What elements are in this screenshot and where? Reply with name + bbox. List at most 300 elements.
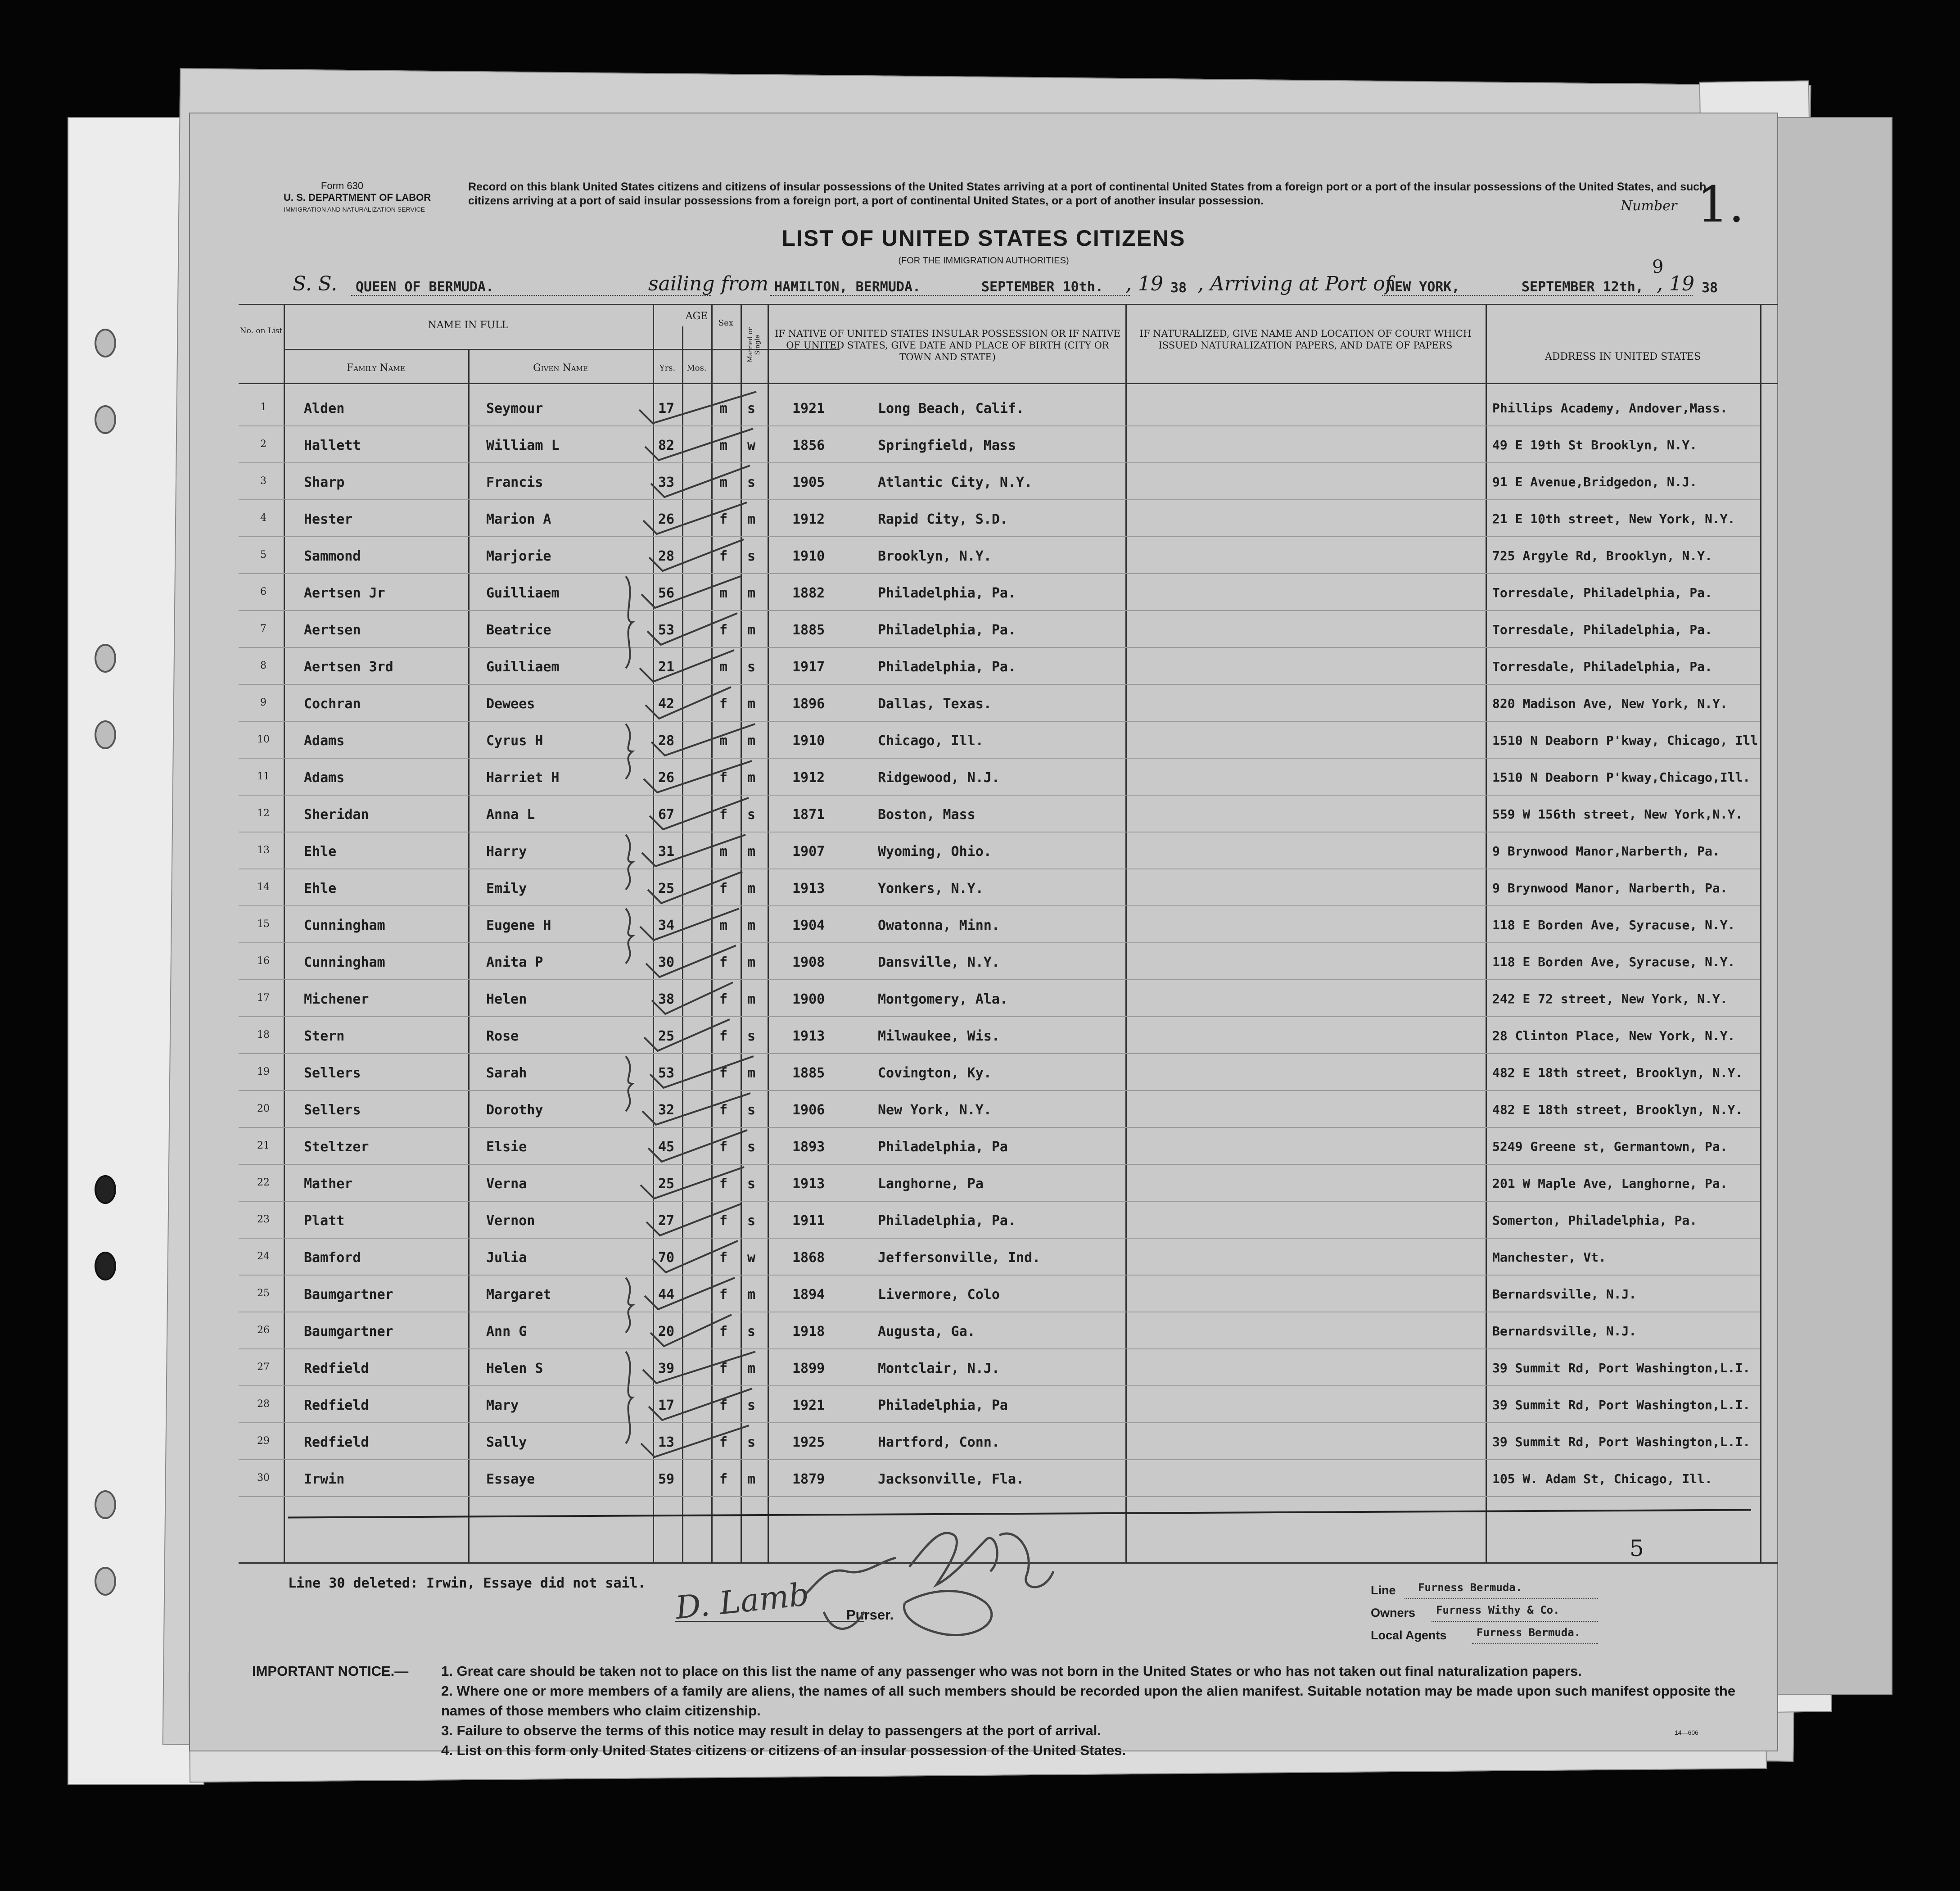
- cell-place: New York, N.Y.: [878, 1102, 992, 1118]
- row-number: 24: [257, 1251, 270, 1262]
- cell-age: 27: [658, 1213, 675, 1229]
- cell-age: 20: [658, 1324, 675, 1339]
- cell-given: Eugene H: [486, 918, 551, 933]
- cell-sex: f: [719, 1028, 728, 1044]
- punch-hole: [95, 644, 116, 673]
- header-age: AGE: [685, 311, 708, 322]
- family-bracket: [626, 835, 632, 890]
- cell-year: 1885: [792, 622, 825, 638]
- cell-address: Torresdale, Philadelphia, Pa.: [1492, 659, 1712, 674]
- cell-ms: w: [747, 1250, 756, 1266]
- page-mark: 5: [1630, 1535, 1644, 1561]
- cell-given: Anna L: [486, 807, 535, 823]
- cell-ms: s: [747, 1102, 756, 1118]
- cell-age: 82: [658, 438, 675, 453]
- row-rule: [239, 1201, 1760, 1202]
- cell-place: Langhorne, Pa: [878, 1176, 984, 1192]
- cell-place: Chicago, Ill.: [878, 733, 984, 749]
- ss-label: S. S.: [293, 272, 338, 295]
- owners-value: Furness Withy & Co.: [1436, 1604, 1560, 1616]
- cell-address: 28 Clinton Place, New York, N.Y.: [1492, 1028, 1735, 1043]
- cell-family: Hallett: [304, 438, 361, 453]
- row-number: 22: [257, 1177, 270, 1188]
- cell-sex: f: [719, 622, 728, 638]
- cell-given: Dewees: [486, 696, 535, 712]
- cell-age: 39: [658, 1361, 675, 1376]
- cell-sex: f: [719, 770, 728, 786]
- family-bracket: [626, 1352, 632, 1443]
- cell-year: 1912: [792, 770, 825, 786]
- owners-label: Owners: [1371, 1606, 1416, 1620]
- cell-family: Adams: [304, 770, 345, 786]
- cell-given: Helen: [486, 991, 527, 1007]
- cell-sex: m: [719, 918, 728, 933]
- cell-ms: m: [747, 733, 756, 749]
- cell-age: 31: [658, 844, 675, 860]
- checkmark: [639, 392, 756, 423]
- cell-family: Michener: [304, 991, 369, 1007]
- cell-ms: m: [747, 585, 756, 601]
- cell-place: Philadelphia, Pa.: [878, 622, 1016, 638]
- cell-place: Brooklyn, N.Y.: [878, 548, 992, 564]
- cell-sex: f: [719, 955, 728, 970]
- cell-address: 21 E 10th street, New York, N.Y.: [1492, 511, 1735, 526]
- cell-age: 17: [658, 1398, 675, 1413]
- row-rule: [239, 1275, 1760, 1276]
- cell-age: 33: [658, 475, 675, 490]
- purser-signature: D. Lamb: [673, 1575, 811, 1627]
- form-code: 14—606: [1675, 1729, 1698, 1736]
- cell-address: Phillips Academy, Andover,Mass.: [1492, 401, 1728, 416]
- row-number: 29: [257, 1435, 270, 1447]
- header-naturalized: IF NATURALIZED, GIVE NAME AND LOCATION OF COURT WHICH ISSUED NATURALIZATION PAPERS, AND DATE OF PAPERS: [1139, 328, 1472, 351]
- checkmark: [642, 1093, 750, 1125]
- cell-sex: f: [719, 1065, 728, 1081]
- cell-place: Philadelphia, Pa: [878, 1398, 1008, 1413]
- cell-family: Cochran: [304, 696, 361, 712]
- cell-family: Steltzer: [304, 1139, 369, 1155]
- cell-given: Mary: [486, 1398, 519, 1413]
- cell-age: 13: [658, 1434, 675, 1450]
- cell-ms: s: [747, 807, 756, 823]
- cell-family: Adams: [304, 733, 345, 749]
- cell-family: Bamford: [304, 1250, 361, 1266]
- deletion-note: Line 30 deleted: Irwin, Essaye did not sail.: [288, 1575, 646, 1591]
- cell-given: Beatrice: [486, 622, 551, 638]
- cell-ms: m: [747, 844, 756, 860]
- cell-address: 482 E 18th street, Brooklyn, N.Y.: [1492, 1065, 1743, 1080]
- punch-hole: [95, 405, 116, 434]
- cell-sex: f: [719, 1287, 728, 1303]
- cell-given: Harriet H: [486, 770, 560, 786]
- cell-ms: s: [747, 1028, 756, 1044]
- row-number: 4: [260, 512, 266, 524]
- checkmark: [648, 872, 742, 903]
- cell-age: 26: [658, 511, 675, 527]
- cell-given: Vernon: [486, 1213, 535, 1229]
- row-rule: [239, 1422, 1760, 1423]
- cell-address: 559 W 156th street, New York,N.Y.: [1492, 807, 1743, 822]
- cell-place: Atlantic City, N.Y.: [878, 475, 1033, 490]
- cell-sex: m: [719, 401, 728, 416]
- row-number: 19: [257, 1066, 270, 1077]
- checkmark: [645, 429, 756, 460]
- cell-place: Ridgewood, N.J.: [878, 770, 1000, 786]
- cell-place: Philadelphia, Pa: [878, 1139, 1008, 1155]
- cell-given: Cyrus H: [486, 733, 543, 749]
- cell-family: Platt: [304, 1213, 345, 1229]
- checkmark: [646, 946, 736, 977]
- cell-address: Bernardsville, N.J.: [1492, 1287, 1637, 1302]
- family-bracket: [626, 576, 632, 668]
- row-rule: [239, 499, 1760, 500]
- row-rule: [239, 979, 1760, 980]
- row-rule: [239, 795, 1760, 796]
- checkmark: [650, 798, 749, 829]
- cell-place: Dansville, N.Y.: [878, 955, 1000, 970]
- cell-year: 1910: [792, 548, 825, 564]
- row-number: 26: [257, 1325, 270, 1336]
- cell-age: 70: [658, 1250, 675, 1266]
- cell-family: Redfield: [304, 1398, 369, 1413]
- cell-given: Emily: [486, 881, 527, 896]
- header-no-on-list: No. on List: [239, 326, 283, 335]
- cell-sex: f: [719, 1250, 728, 1266]
- cell-sex: f: [719, 991, 728, 1007]
- family-bracket: [626, 724, 632, 779]
- row-number: 30: [257, 1472, 270, 1484]
- cell-sex: m: [719, 438, 728, 453]
- row-rule: [239, 1164, 1760, 1165]
- header-mos: Mos.: [686, 363, 707, 373]
- punch-hole: [95, 720, 116, 749]
- cell-age: 53: [658, 1065, 675, 1081]
- cell-sex: f: [719, 1176, 728, 1192]
- cell-address: 39 Summit Rd, Port Washington,L.I.: [1492, 1434, 1751, 1449]
- row-rule: [239, 1127, 1760, 1128]
- cell-year: 1918: [792, 1324, 825, 1339]
- cell-year: 1868: [792, 1250, 825, 1266]
- cell-place: Rapid City, S.D.: [878, 511, 1008, 527]
- cell-year: 1900: [792, 991, 825, 1007]
- family-bracket: [626, 909, 632, 964]
- year-prefix-2: , 19: [1657, 272, 1694, 295]
- cell-given: Helen S: [486, 1361, 543, 1376]
- cell-given: Julia: [486, 1250, 527, 1266]
- cell-age: 45: [658, 1139, 675, 1155]
- cell-year: 1921: [792, 401, 825, 416]
- row-rule: [239, 573, 1760, 574]
- cell-year: 1912: [792, 511, 825, 527]
- row-number: 16: [257, 955, 270, 967]
- row-rule: [239, 1496, 1760, 1497]
- cell-given: Sarah: [486, 1065, 527, 1081]
- cell-place: Montgomery, Ala.: [878, 991, 1008, 1007]
- cell-given: Sally: [486, 1434, 527, 1450]
- punch-hole: [95, 1490, 116, 1519]
- row-number: 6: [260, 586, 266, 597]
- cell-sex: m: [719, 475, 728, 490]
- punch-hole: [95, 1567, 116, 1596]
- cell-ms: s: [747, 659, 756, 675]
- cell-age: 26: [658, 770, 675, 786]
- notice-list: [441, 1661, 1747, 1760]
- cell-year: 1879: [792, 1471, 825, 1487]
- cell-given: Marjorie: [486, 548, 551, 564]
- department: U. S. DEPARTMENT OF LABOR: [284, 192, 431, 203]
- row-rule: [239, 1238, 1760, 1239]
- cell-family: Irwin: [304, 1471, 345, 1487]
- row-number: 20: [257, 1103, 270, 1114]
- pen-annotation: [792, 1499, 1062, 1648]
- cell-address: Manchester, Vt.: [1492, 1250, 1606, 1265]
- cell-address: 201 W Maple Ave, Langhorne, Pa.: [1492, 1176, 1728, 1191]
- cell-age: 44: [658, 1287, 675, 1303]
- checkmark: [642, 835, 745, 866]
- cell-place: Philadelphia, Pa.: [878, 1213, 1016, 1229]
- sailing-from: HAMILTON, BERMUDA.: [774, 279, 921, 295]
- cell-ms: s: [747, 1324, 756, 1339]
- row-rule: [239, 721, 1760, 722]
- cell-ms: s: [747, 1398, 756, 1413]
- checkmark: [650, 1056, 754, 1088]
- row-rule: [239, 647, 1760, 648]
- arriving-label: , Arriving at Port of: [1197, 272, 1392, 295]
- page-subtitle: (FOR THE IMMIGRATION AUTHORITIES): [898, 256, 1069, 266]
- cell-year: 1893: [792, 1139, 825, 1155]
- cell-given: Marion A: [486, 511, 551, 527]
- arrival-date: SEPTEMBER 12th,: [1522, 279, 1644, 295]
- cell-sex: f: [719, 1471, 728, 1487]
- page-title: LIST OF UNITED STATES CITIZENS: [781, 226, 1186, 251]
- cell-address: 9 Brynwood Manor,Narberth, Pa.: [1492, 844, 1720, 859]
- cell-place: Augusta, Ga.: [878, 1324, 975, 1339]
- header-given-name: Given Name: [533, 362, 588, 374]
- row-number: 2: [260, 439, 266, 450]
- cell-sex: f: [719, 1434, 728, 1450]
- cell-sex: m: [719, 659, 728, 675]
- cell-given: Margaret: [486, 1287, 551, 1303]
- cell-ms: w: [747, 438, 756, 453]
- row-number: 9: [260, 697, 266, 708]
- cell-ms: s: [747, 1176, 756, 1192]
- cell-address: 49 E 19th St Brooklyn, N.Y.: [1492, 438, 1698, 452]
- row-number: 23: [257, 1214, 270, 1225]
- cell-year: 1913: [792, 1176, 825, 1192]
- cell-sex: m: [719, 585, 728, 601]
- cell-sex: f: [719, 548, 728, 564]
- sailing-date: SEPTEMBER 10th.: [981, 279, 1103, 295]
- cell-address: 725 Argyle Rd, Brooklyn, N.Y.: [1492, 548, 1712, 563]
- cell-year: 1908: [792, 955, 825, 970]
- cell-address: 39 Summit Rd, Port Washington,L.I.: [1492, 1398, 1751, 1412]
- ship-name: QUEEN OF BERMUDA.: [356, 279, 494, 295]
- row-rule: [239, 1090, 1760, 1091]
- cell-family: Baumgartner: [304, 1324, 393, 1339]
- cell-year: 1917: [792, 659, 825, 675]
- cell-age: 17: [658, 401, 675, 416]
- cell-sex: f: [719, 1398, 728, 1413]
- cell-family: Aertsen Jr: [304, 585, 385, 601]
- cell-family: Mather: [304, 1176, 353, 1192]
- header-yrs: Yrs.: [659, 363, 676, 373]
- row-number: 17: [257, 992, 270, 1004]
- cell-family: Ehle: [304, 881, 337, 896]
- cell-family: Baumgartner: [304, 1287, 393, 1303]
- cell-ms: m: [747, 991, 756, 1007]
- checkmark: [644, 761, 752, 792]
- cell-ms: m: [747, 1065, 756, 1081]
- header-married-single: Married or Single: [747, 327, 761, 362]
- checkmark: [640, 650, 734, 682]
- cell-family: Alden: [304, 401, 345, 416]
- cell-given: Rose: [486, 1028, 519, 1044]
- cell-place: Long Beach, Calif.: [878, 401, 1025, 416]
- cell-address: Bernardsville, N.J.: [1492, 1324, 1637, 1339]
- cell-sex: f: [719, 1213, 728, 1229]
- cell-sex: f: [719, 1324, 728, 1339]
- cell-year: 1913: [792, 881, 825, 896]
- row-number: 8: [260, 660, 266, 671]
- cell-family: Cunningham: [304, 918, 385, 933]
- cell-ms: s: [747, 1139, 756, 1155]
- cell-address: Torresdale, Philadelphia, Pa.: [1492, 585, 1712, 600]
- local-agents-label: Local Agents: [1371, 1629, 1447, 1642]
- cell-age: 53: [658, 622, 675, 638]
- cell-address: 105 W. Adam St, Chicago, Ill.: [1492, 1471, 1712, 1486]
- cell-year: 1906: [792, 1102, 825, 1118]
- cell-family: Redfield: [304, 1361, 369, 1376]
- punch-hole: [95, 1175, 116, 1204]
- cell-year: 1904: [792, 918, 825, 933]
- cell-year: 1905: [792, 475, 825, 490]
- row-number: 15: [257, 918, 270, 930]
- notice-item-1: 1. Great care should be taken not to place on this list the name of any passenger who was not born in the United States or who has not taken out final naturalization papers.: [441, 1663, 1582, 1679]
- row-number: 7: [260, 623, 266, 634]
- cell-place: Owatonna, Minn.: [878, 918, 1000, 933]
- family-bracket: [626, 1056, 632, 1111]
- service: IMMIGRATION AND NATURALIZATION SERVICE: [284, 206, 425, 213]
- cell-given: Ann G: [486, 1324, 527, 1339]
- checkmark: [651, 724, 755, 755]
- checkmark: [641, 576, 741, 608]
- checkmark: [647, 613, 737, 645]
- arrival-year: 38: [1702, 280, 1718, 296]
- cell-age: 56: [658, 585, 675, 601]
- row-number: 28: [257, 1398, 270, 1410]
- cell-address: Torresdale, Philadelphia, Pa.: [1492, 622, 1712, 637]
- cell-sex: f: [719, 511, 728, 527]
- cell-place: Hartford, Conn.: [878, 1434, 1000, 1450]
- cell-ms: s: [747, 475, 756, 490]
- cell-sex: f: [719, 1102, 728, 1118]
- checkmark: [640, 909, 739, 940]
- cell-place: Livermore, Colo: [878, 1287, 1000, 1303]
- cell-place: Philadelphia, Pa.: [878, 659, 1016, 675]
- cell-age: 25: [658, 1028, 675, 1044]
- cell-address: 1510 N Deaborn P'kway,Chicago,Ill.: [1492, 770, 1751, 785]
- cell-age: 42: [658, 696, 675, 712]
- row-rule: [239, 905, 1760, 906]
- cell-address: 242 E 72 street, New York, N.Y.: [1492, 991, 1728, 1006]
- cell-year: 1885: [792, 1065, 825, 1081]
- cell-place: Philadelphia, Pa.: [878, 585, 1016, 601]
- cell-given: Anita P: [486, 955, 543, 970]
- cell-address: Somerton, Philadelphia, Pa.: [1492, 1213, 1698, 1228]
- cell-year: 1921: [792, 1398, 825, 1413]
- cell-ms: m: [747, 622, 756, 638]
- row-rule: [239, 536, 1760, 537]
- cell-year: 1871: [792, 807, 825, 823]
- checkmark: [649, 1389, 752, 1420]
- cell-family: Sellers: [304, 1102, 361, 1118]
- header-name-in-full: NAME IN FULL: [428, 320, 509, 331]
- cell-place: Jacksonville, Fla.: [878, 1471, 1025, 1487]
- checkmark: [651, 466, 750, 497]
- cell-age: 21: [658, 659, 675, 675]
- cell-address: 5249 Greene st, Germantown, Pa.: [1492, 1139, 1728, 1154]
- cell-address: 91 E Avenue,Bridgedon, N.J.: [1492, 475, 1698, 489]
- line-value: Furness Bermuda.: [1418, 1581, 1522, 1594]
- pen-checkmarks: [621, 383, 810, 1535]
- row-rule: [239, 758, 1760, 759]
- header-birth: IF NATIVE OF UNITED STATES INSULAR POSSESSION OR IF NATIVE OF UNITED STATES, GIVE DATE AND PLACE OF BIRTH (CITY OR TOWN AND STATE): [775, 328, 1120, 362]
- checkmark: [652, 1241, 738, 1272]
- checkmark: [643, 502, 747, 534]
- cell-place: Wyoming, Ohio.: [878, 844, 992, 860]
- cell-address: 9 Brynwood Manor, Narberth, Pa.: [1492, 881, 1728, 896]
- cell-age: 32: [658, 1102, 675, 1118]
- row-number: 14: [257, 882, 270, 893]
- notice-item-2: 2. Where one or more members of a family are aliens, the names of all such members should be recorded upon the alien manifest. Suitable notation may be made upon such manifest opposite the names of those members who claim citizenship.: [441, 1683, 1736, 1719]
- cell-sex: f: [719, 1139, 728, 1155]
- checkmark: [645, 1278, 735, 1309]
- cell-year: 1913: [792, 1028, 825, 1044]
- line-label: Line: [1371, 1583, 1396, 1597]
- checkmark: [644, 1019, 730, 1051]
- cell-age: 67: [658, 807, 675, 823]
- cell-year: 1856: [792, 438, 825, 453]
- cell-ms: m: [747, 918, 756, 933]
- cell-year: 1910: [792, 733, 825, 749]
- cell-age: 30: [658, 955, 675, 970]
- cell-ms: s: [747, 548, 756, 564]
- cell-ms: s: [747, 1213, 756, 1229]
- row-rule: [239, 1053, 1760, 1054]
- manifest-page: [189, 113, 1778, 1758]
- cell-family: Cunningham: [304, 955, 385, 970]
- cell-address: 118 E Borden Ave, Syracuse, N.Y.: [1492, 918, 1735, 932]
- purser-label: Purser.: [846, 1607, 894, 1623]
- cell-age: 28: [658, 733, 675, 749]
- row-number: 1: [260, 402, 266, 413]
- cell-given: Guilliaem: [486, 585, 560, 601]
- cell-ms: s: [747, 1434, 756, 1450]
- cell-place: Boston, Mass: [878, 807, 975, 823]
- cell-year: 1925: [792, 1434, 825, 1450]
- notice-label: IMPORTANT NOTICE.—: [252, 1663, 409, 1679]
- cell-place: Montclair, N.J.: [878, 1361, 1000, 1376]
- row-number: 18: [257, 1029, 270, 1041]
- cell-age: 38: [658, 991, 675, 1007]
- cell-family: Ehle: [304, 844, 337, 860]
- cell-sex: f: [719, 1361, 728, 1376]
- cell-year: 1896: [792, 696, 825, 712]
- header-family-name: Family Name: [347, 362, 405, 374]
- cell-given: Seymour: [486, 401, 543, 416]
- cell-ms: s: [747, 401, 756, 416]
- arrival-port: NEW YORK,: [1386, 279, 1460, 295]
